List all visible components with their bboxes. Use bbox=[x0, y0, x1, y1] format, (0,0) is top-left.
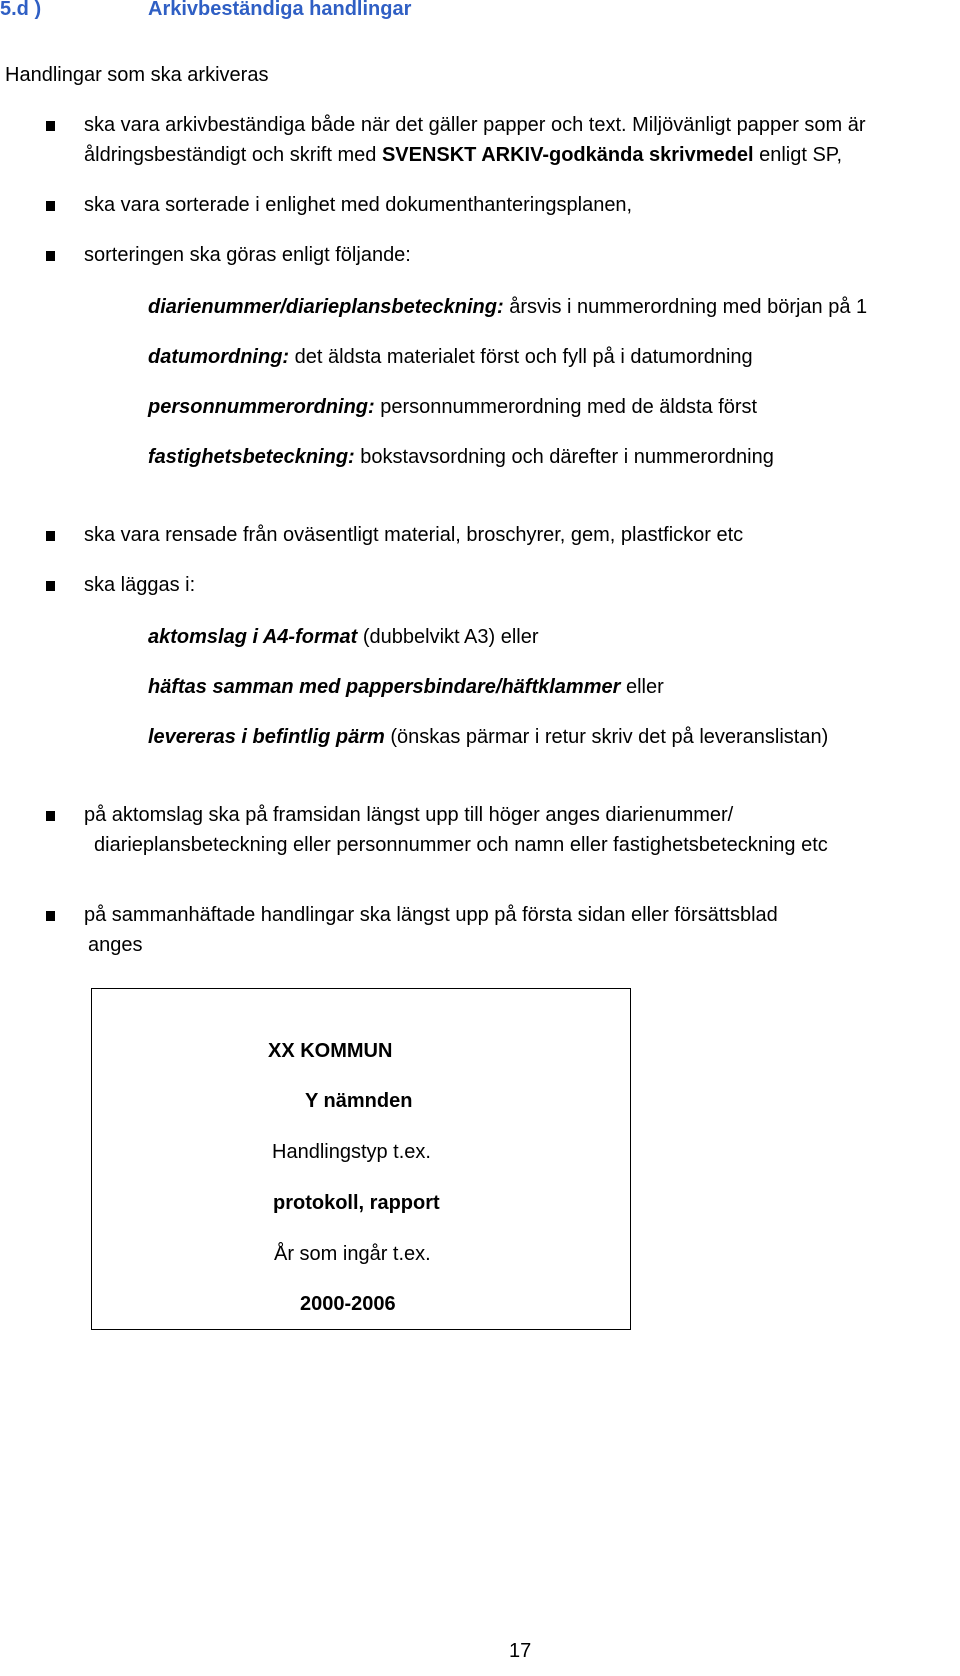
bullet-marker bbox=[46, 251, 55, 261]
bullet-6-line-1: på aktomslag ska på framsidan längst upp till höger anges diarienummer/ bbox=[84, 804, 734, 826]
bullet-marker bbox=[46, 911, 55, 921]
label-year-value: 2000-2006 bbox=[300, 1293, 396, 1315]
bullet-1-line-2: åldringsbeständigt och skrift med SVENSKT ARKIV-godkända skrivmedel enligt SP, bbox=[84, 144, 843, 166]
bullet-2-text: ska vara sorterade i enlighet med dokumenthanteringsplanen, bbox=[84, 194, 633, 216]
bullet-marker bbox=[46, 531, 55, 541]
page-number: 17 bbox=[509, 1640, 532, 1662]
label-doctype-value: protokoll, rapport bbox=[273, 1192, 440, 1214]
emphasis-text: SVENSKT ARKIV-godkända skrivmedel bbox=[381, 144, 754, 166]
label-municipality: XX KOMMUN bbox=[268, 1040, 393, 1062]
bullet-7-line-2: anges bbox=[88, 934, 143, 956]
label-doctype-caption: Handlingstyp t.ex. bbox=[272, 1141, 431, 1163]
bullet-7-line-1: på sammanhäftade handlingar ska längst upp på första sidan eller försättsblad bbox=[84, 904, 778, 926]
example-label-box bbox=[91, 988, 631, 1330]
bullet-marker bbox=[46, 201, 55, 211]
bullet-4-text: ska vara rensade från oväsentligt material, broschyrer, gem, plastfickor etc bbox=[84, 524, 744, 546]
bullet-5-text: ska läggas i: bbox=[84, 574, 196, 596]
sorting-rule: fastighetsbeteckning: bokstavsordning och därefter i nummerordning bbox=[148, 446, 774, 468]
label-year-caption: År som ingår t.ex. bbox=[274, 1243, 431, 1265]
placement-option: häftas samman med pappersbindare/häftklammer eller bbox=[148, 676, 664, 698]
intro-text: Handlingar som ska arkiveras bbox=[5, 64, 269, 86]
placement-option: levereras i befintlig pärm (önskas pärmar i retur skriv det på leveranslistan) bbox=[148, 726, 829, 748]
bullet-marker bbox=[46, 811, 55, 821]
bullet-1-line-1: ska vara arkivbeständiga både när det gäller papper och text. Miljövänligt papper som är bbox=[84, 114, 866, 136]
section-title: Arkivbeständiga handlingar bbox=[148, 0, 412, 20]
sorting-rule: diarienummer/diarieplansbeteckning: årsvis i nummerordning med början på 1 bbox=[148, 296, 868, 318]
bullet-marker bbox=[46, 581, 55, 591]
bullet-3-text: sorteringen ska göras enligt följande: bbox=[84, 244, 411, 266]
sorting-rule: personnummerordning: personnummerordning med de äldsta först bbox=[148, 396, 758, 418]
bullet-marker bbox=[46, 121, 55, 131]
section-number: 5.d ) bbox=[0, 0, 42, 20]
placement-option: aktomslag i A4-format (dubbelvikt A3) eller bbox=[148, 626, 539, 648]
sorting-rule: datumordning: det äldsta materialet först och fyll på i datumordning bbox=[148, 346, 753, 368]
label-board: Y nämnden bbox=[305, 1090, 413, 1112]
bullet-6-line-2: diarieplansbeteckning eller personnummer och namn eller fastighetsbeteckning etc bbox=[94, 834, 828, 856]
